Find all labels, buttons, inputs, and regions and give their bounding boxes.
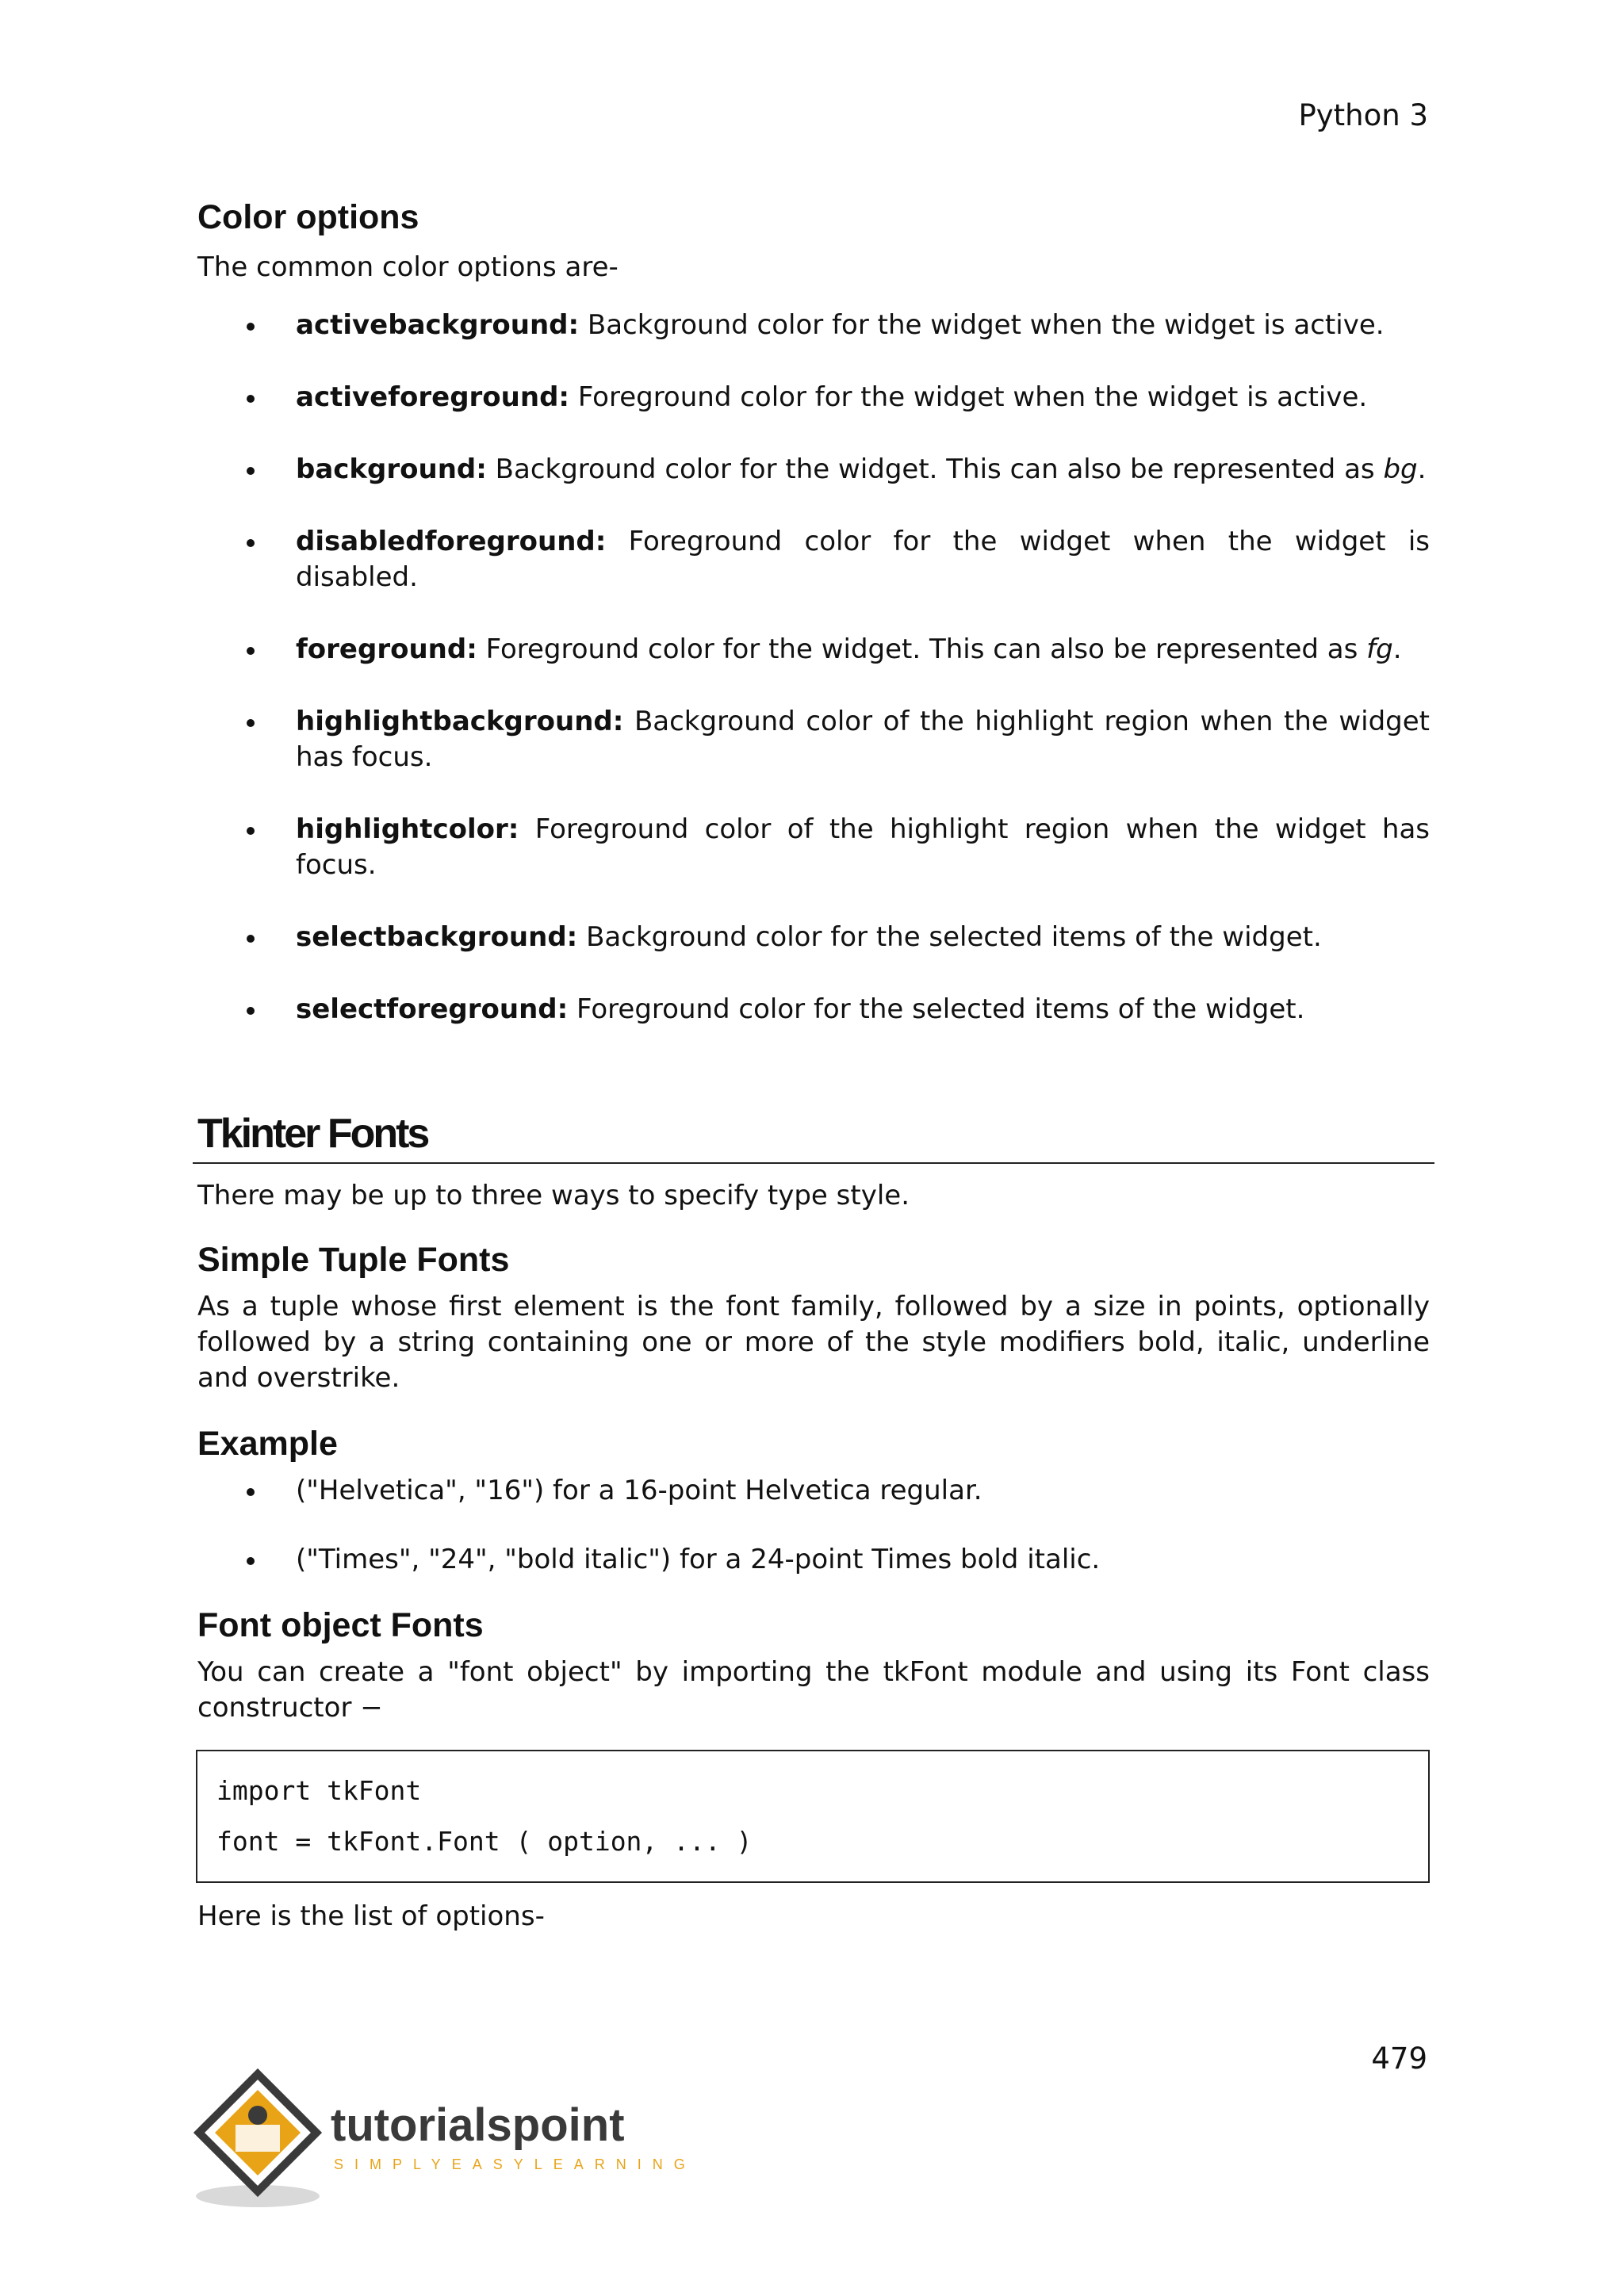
section-heading-tkinter-fonts: Tkinter Fonts	[193, 1110, 1434, 1164]
color-option-term: background:	[296, 453, 487, 485]
color-option-desc: Foreground color of the highlight region when the widget has focus.	[296, 813, 1430, 881]
color-option-term: disabledforeground:	[296, 526, 607, 557]
page-content	[197, 198, 1430, 1934]
code-block	[196, 1750, 1430, 1883]
color-option-tail: .	[1417, 453, 1427, 485]
color-option-desc: Foreground color for the widget when the widget is active.	[569, 381, 1368, 413]
tutorialspoint-logo	[194, 2069, 696, 2212]
color-option-term: selectbackground:	[296, 921, 578, 953]
subheading-simple-tuple-fonts: Simple Tuple Fonts	[197, 1241, 510, 1279]
example-item	[197, 1542, 1430, 1578]
bullet-icon	[247, 467, 255, 475]
logo-wordmark: tutorialspoint	[331, 2099, 625, 2151]
page-number: 479	[1371, 2042, 1427, 2076]
tkinter-fonts-intro: There may be up to three ways to specify type style.	[197, 1180, 910, 1211]
color-option-desc: Background color for the widget when the widget is active.	[579, 309, 1385, 341]
color-option-desc: Foreground color for the widget when the widget is disabled.	[296, 526, 1430, 593]
color-option-term: foreground:	[296, 633, 477, 665]
color-option-abbrev: bg	[1383, 453, 1418, 485]
color-option-term: highlightcolor:	[296, 813, 519, 845]
bullet-icon	[247, 827, 255, 835]
color-option-item	[197, 632, 1430, 668]
color-option-term: highlightbackground:	[296, 706, 624, 737]
options-list-intro: Here is the list of options-	[197, 1900, 545, 1932]
bullet-icon	[247, 1007, 255, 1015]
code-line: import tkFont	[216, 1775, 422, 1806]
bullet-icon	[247, 647, 255, 655]
color-option-item	[197, 920, 1430, 955]
color-option-desc: Background color of the highlight region when the widget has focus.	[296, 706, 1430, 773]
code-line: font = tkFont.Font ( option, ... )	[216, 1826, 753, 1857]
bullet-icon	[247, 395, 255, 403]
color-option-item	[197, 380, 1430, 415]
bullet-icon	[247, 935, 255, 943]
logo-tagline: SIMPLYEASYLEARNING	[334, 2156, 696, 2172]
bullet-icon	[247, 323, 255, 331]
color-options-intro: The common color options are-	[197, 251, 619, 283]
bullet-icon	[247, 719, 255, 727]
color-option-item	[197, 812, 1430, 883]
color-option-tail: .	[1392, 633, 1402, 665]
color-option-item	[197, 704, 1430, 775]
running-header: Python 3	[1298, 98, 1428, 132]
color-option-abbrev: fg	[1366, 633, 1393, 665]
color-option-desc: Background color for the selected items of the widget.	[577, 921, 1322, 953]
subheading-font-object-fonts: Font object Fonts	[197, 1606, 484, 1644]
color-option-desc: Foreground color for the widget. This can also be represented as	[477, 633, 1367, 665]
example-list	[197, 1473, 1430, 1578]
color-option-item	[197, 308, 1430, 343]
bullet-icon	[247, 1488, 255, 1496]
color-options-list	[197, 308, 1430, 1027]
subheading-example: Example	[197, 1425, 338, 1463]
color-option-item	[197, 452, 1430, 488]
example-item-text: ("Helvetica", "16") for a 16-point Helvetica regular.	[296, 1475, 982, 1506]
section-heading-color-options: Color options	[197, 198, 419, 236]
color-option-desc: Background color for the widget. This can also be represented as	[486, 453, 1384, 485]
color-option-term: activebackground:	[296, 309, 580, 341]
simple-tuple-text: As a tuple whose first element is the font family, followed by a size in points, optionally followed by a string containing one or more of the style modifiers bold, italic, underline and overstrike.	[197, 1291, 1430, 1394]
example-item-text: ("Times", "24", "bold italic") for a 24-point Times bold italic.	[296, 1544, 1101, 1575]
color-option-item	[197, 992, 1430, 1027]
font-object-text: You can create a "font object" by importing the tkFont module and using its Font class constructor −	[197, 1656, 1430, 1724]
color-option-term: selectforeground:	[296, 993, 569, 1025]
bullet-icon	[247, 539, 255, 547]
bullet-icon	[247, 1557, 255, 1565]
color-option-desc: Foreground color for the selected items of the widget.	[568, 993, 1305, 1025]
example-item	[197, 1473, 1430, 1509]
color-option-item	[197, 524, 1430, 595]
color-option-term: activeforeground:	[296, 381, 570, 413]
